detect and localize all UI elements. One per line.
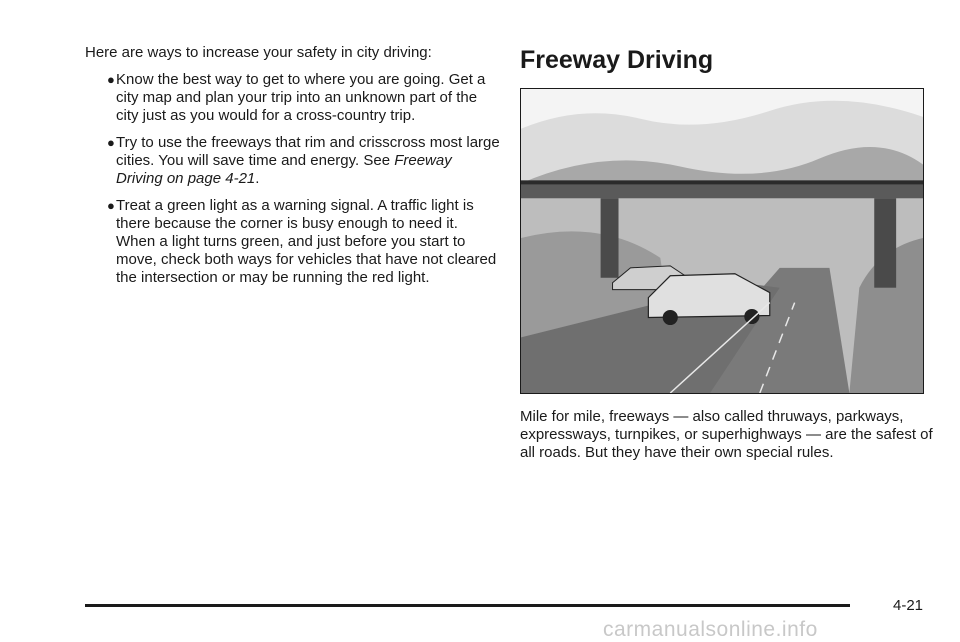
right-column <box>520 44 940 461</box>
safety-tips-list <box>85 71 500 287</box>
section-body: Mile for mile, freeways — also called thruways, parkways, expressways, turnpikes, or superhighways — are the safest of all roads. But they have their own special rules. <box>520 408 933 461</box>
freeway-illustration <box>520 88 924 394</box>
list-item-text: Know the best way to get to where you are going. Get a city map and plan your trip into an unknown part of the city just as you would for a cross-country trip. <box>116 71 486 124</box>
list-item-text: Try to use the freeways that rim and crisscross most large cities. You will save time and energy. See <box>116 134 500 169</box>
bullet-icon: ● <box>107 198 115 213</box>
list-item-text: Treat a green light as a warning signal. A traffic light is there because the corner is busy enough to need it. When a light turns green, and just before you start to move, check both ways for vehicles that have not cleared the intersection or may be running the red light. <box>116 197 497 286</box>
list-item <box>85 134 500 188</box>
bullet-icon: ● <box>107 135 115 150</box>
bullet-icon: ● <box>107 72 115 87</box>
list-item-text-end: . <box>255 170 260 187</box>
list-item <box>85 197 500 287</box>
watermark: carmanualsonline.info <box>603 618 818 641</box>
intro-text: Here are ways to increase your safety in city driving: <box>85 44 432 61</box>
cross-reference-link[interactable]: Freeway Driving on page 4-21 <box>116 152 452 187</box>
left-column <box>85 44 500 296</box>
section-heading: Freeway Driving <box>520 46 714 74</box>
footer-rule <box>85 604 850 607</box>
page-number: 4-21 <box>893 597 924 614</box>
list-item <box>85 71 500 125</box>
freeway-scene-image <box>521 89 923 393</box>
